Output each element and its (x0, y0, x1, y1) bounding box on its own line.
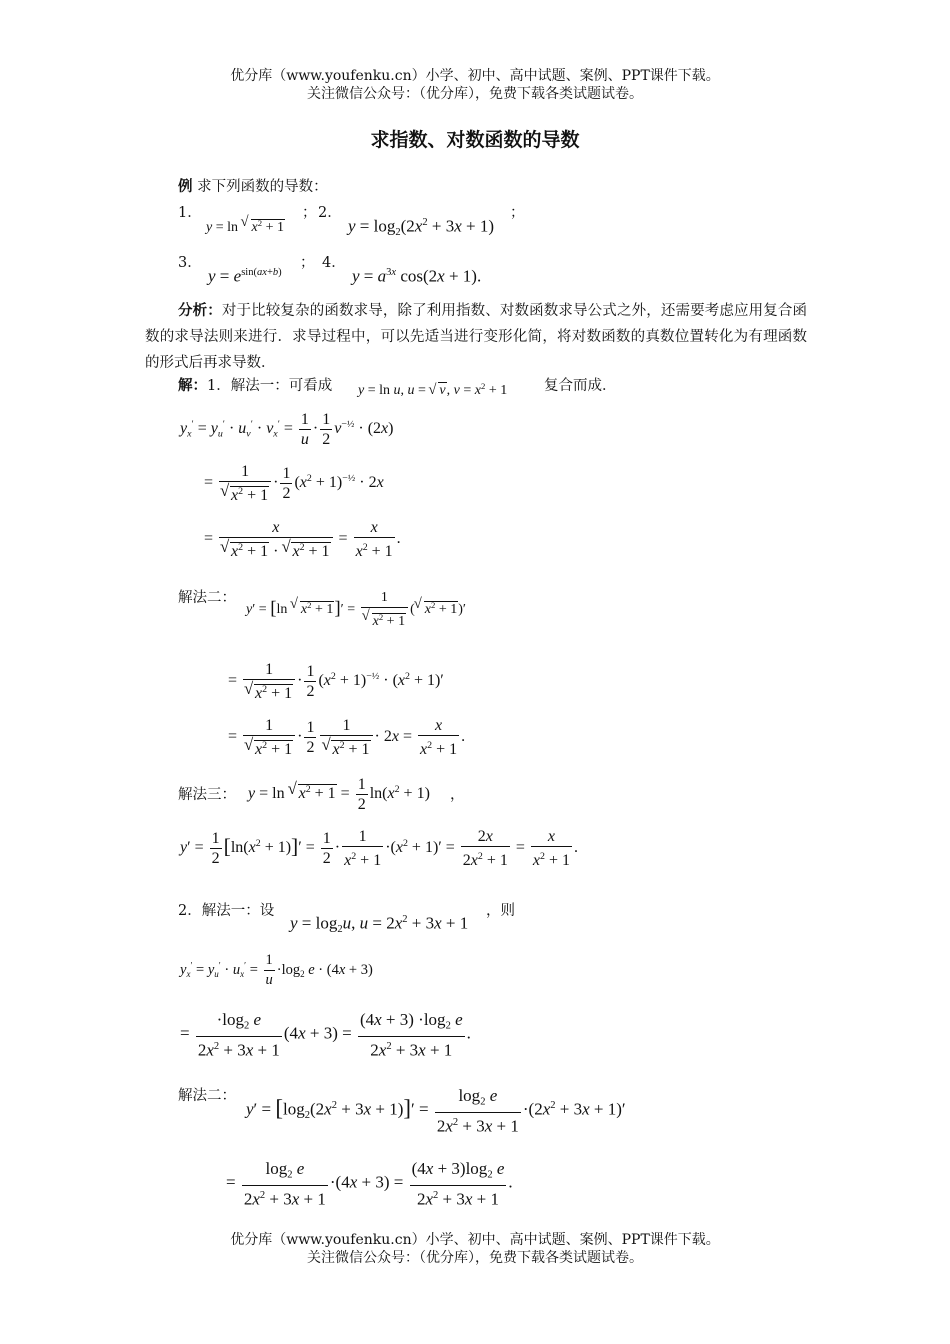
example-label: 例 (178, 179, 193, 195)
s1-m2-line1: y′ = [ln √ $x^2 + 1]'$ = 1 √ $x^2 + 1$ (√ $x^2 + 1)'$ (246, 588, 466, 631)
s1-m2-line3: = 1 √ $x^2 + 1$ · $\frac{1}{2}$ 1 √ $x^2 + 1$ · 2x = $\frac{x}{x^2 + 1}$ . (228, 716, 465, 759)
solution-1-intro-text: 1．解法一：可看成 (207, 378, 333, 394)
footer-line-2: 关注微信公众号：（优分库），免费下载各类试题试卷。 (307, 1250, 643, 1266)
problem-4-formula: $y = a^{3x}$ cos(2x + 1). (352, 266, 482, 286)
header-line-2: 关注微信公众号：（优分库），免费下载各类试题试卷。 (307, 86, 643, 102)
problem-1-formula: y = ln √ $x^2 + 1$ (206, 213, 285, 238)
problem-sep-2: ； (510, 205, 525, 221)
s2-m1-line2: = $\frac{\cdot\log_2 e}{2x^2 + 3x + 1}$ (4x + 3) = $\frac{(4x + 3) \cdot\log_2 e}{2x^2 + 3x + 1}$ . (180, 1010, 471, 1059)
solution-2-substitution: $y = \log_2u$, $u = 2x^2 + 3x + 1$ (290, 913, 469, 935)
footer-line-1: 优分库（www.youfenku.cn）小学、初中、高中试题、案例、PPT课件下载。 (230, 1232, 720, 1248)
problem-3-formula: $y = e^{sin(ax+b)}$ (208, 266, 282, 286)
solution-2-tail: ，则 (486, 903, 515, 919)
analysis-text: 对于比较复杂的函数求导，除了利用指数、对数函数求导公式之外，还需要考虑应用复合函数的求导法则来进行．求导过程中，可以先适当进行变形化简，将对数函数的真数位置转化为有理函数的形式后再求导数． (145, 303, 808, 371)
problem-3-number: 3． (178, 255, 202, 271)
analysis-label: 分析： (178, 303, 222, 319)
page-title: 求指数、对数函数的导数 (370, 129, 580, 151)
example-text: 求下列函数的导数： (197, 179, 328, 195)
solution-1-intro (178, 373, 332, 399)
problem-sep-1: ； (302, 205, 317, 221)
solution-1-tail: 复合而成． (544, 378, 617, 394)
solution-2-method-2-label: 解法二： (178, 1088, 236, 1104)
problem-2-formula: $y = \log_2(2x^2 + 3x + 1)$ (348, 216, 494, 238)
problem-1-number: 1． (178, 205, 202, 221)
s2-m2-line2: = $\frac{\log_2 e}{2x^2 + 3x + 1}$ ·(4x + 3) = $\frac{(4x + 3)\log_2 e}{2x^2 + 3x + 1}$ . (226, 1159, 513, 1208)
solution-2-intro: 2．解法一：设 (178, 903, 275, 919)
s1-m3-line1: y = ln √ $x^2 + 1$ = $\frac{1}{2}$ $\ln(x^2 + 1)$ (248, 775, 430, 814)
problem-sep-3: ； (300, 255, 315, 271)
solution-1-method-3-label: 解法三： (178, 787, 236, 803)
s2-m1-line1: $y_x' = y_u' \cdot u_x'$ = $\frac{1}{u}$ $\cdot\log_2$ e · (4x + 3) (180, 952, 373, 988)
solution-1-method-2-label: 解法二： (178, 590, 236, 606)
analysis-paragraph (145, 298, 807, 376)
s1-m2-line2: = 1 √ $x^2 + 1$ · $\frac{1}{2}$ $(x^2 + 1)^{-\frac{1}{2}} \cdot (x^2 + 1)'$ (228, 660, 444, 703)
problem-2-number: 2． (318, 205, 342, 221)
s1-m3-line2: y′ = $\frac{1}{2}$ $[\ln(x^2 + 1)]'$ = $\frac{1}{2}$ · $\frac{1}{x^2 + 1}$ $\cdot(x^2 + 1)'$ = $\frac{2x}{2x^2 + 1}$ = $\frac{x}{x^2 + 1}$ . (180, 828, 579, 869)
header-line-1: 优分库（www.youfenku.cn）小学、初中、高中试题、案例、PPT课件下载。 (230, 68, 720, 84)
problem-4-number: 4． (322, 255, 346, 271)
s2-m2-line1: $y' = [\log_2(2x^2 + 3x + 1)]'$ = $\frac{\log_2 e}{2x^2 + 3x + 1}$ $\cdot(2x^2 + 3x + 1)'$ (246, 1086, 626, 1135)
solution-label: 解： (178, 378, 207, 394)
s1-m1-line1: $y_x' = y_u' \cdot u_v' \cdot v_x'$ = $\frac{1}{u}$ · $\frac{1}{2}$ $v^{-\frac{1}{2}} \cdot (2x)$ (180, 411, 394, 448)
solution-1-composition: y = ln u, u = √ v, $v = x^2 + 1$ (358, 376, 507, 401)
s1-m3-comma: ， (450, 787, 465, 803)
example-prompt (178, 174, 328, 200)
s1-m1-line2: = 1 √ $x^2 + 1$ · $\frac{1}{2}$ $(x^2 + 1)^{-\frac{1}{2}} \cdot 2x$ (204, 462, 384, 505)
s1-m1-line3: = x √ $x^2 + 1$ · √ $x^2 + 1$ = $\frac{x}{x^2 + 1}$ . (204, 518, 401, 561)
